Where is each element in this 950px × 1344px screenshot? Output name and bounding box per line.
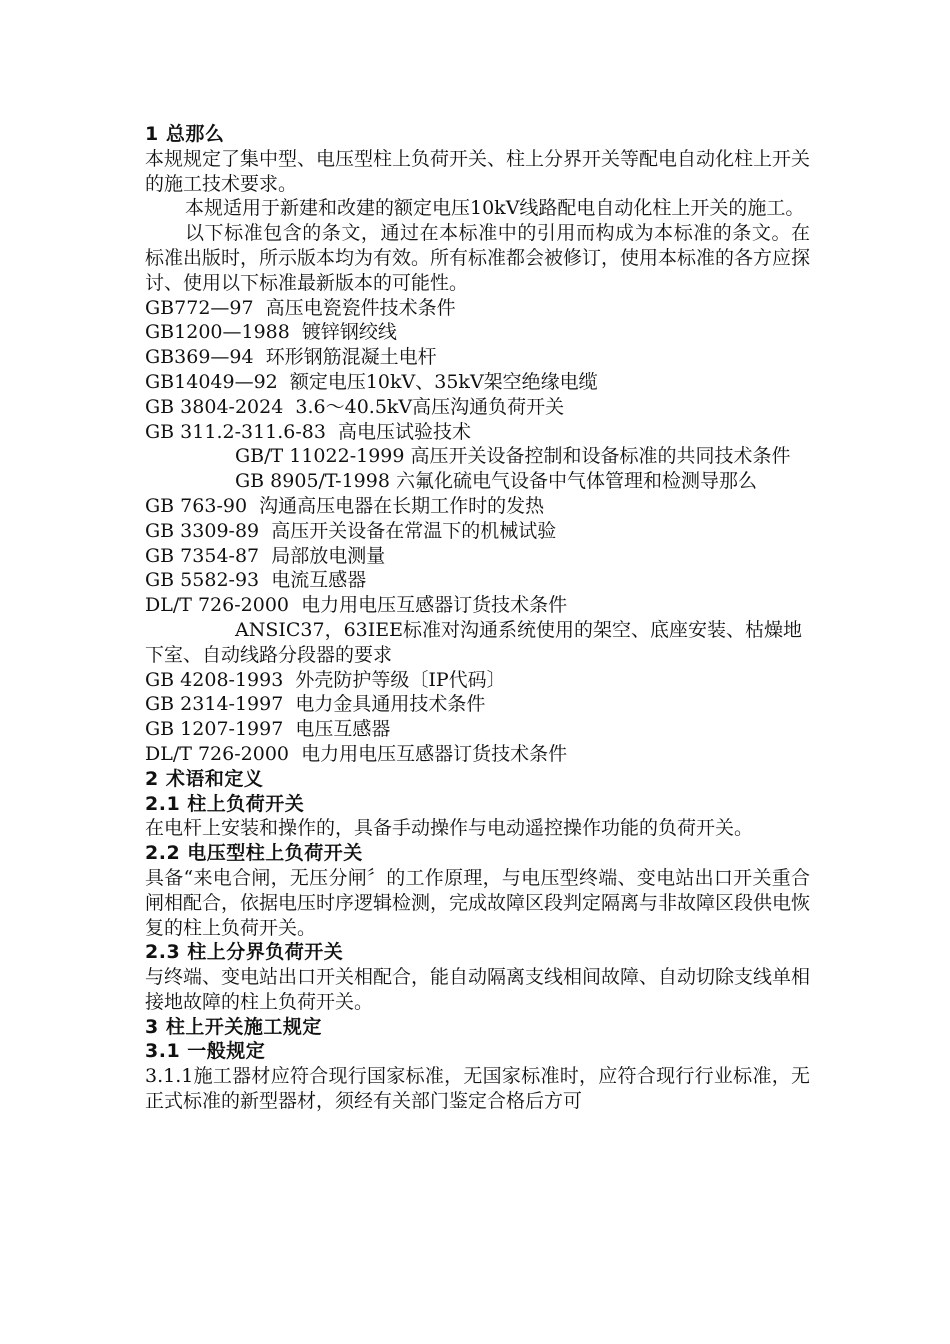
reference-item: GB1200—1988 镀锌钢绞线 bbox=[145, 321, 397, 344]
reference-item: GB/T 11022-1999 高压开关设备控制和设备标准的共同技术条件 bbox=[235, 445, 791, 468]
reference-item: DL/T 726-2000 电力用电压互感器订货技术条件 bbox=[145, 742, 568, 765]
reference-item: GB 1207-1997 电压互感器 bbox=[145, 718, 391, 741]
section-2-1-text: 在电杆上安装和操作的，具备手动操作与电动遥控操作功能的负荷开关。 bbox=[145, 817, 754, 840]
reference-item: GB 3804-2024 3.6～40.5kV高压沟通负荷开关 bbox=[145, 395, 565, 418]
section-2-3-heading: 2.3 柱上分界负荷开关 bbox=[145, 941, 344, 964]
section-2-2-heading: 2.2 电压型柱上负荷开关 bbox=[145, 842, 363, 865]
reference-item: GB 5582-93 电流互感器 bbox=[145, 569, 367, 592]
section-3-heading: 3 柱上开关施工规定 bbox=[145, 1015, 322, 1038]
reference-item: GB 763-90 沟通高压电器在长期工作时的发热 bbox=[145, 494, 545, 517]
reference-item: DL/T 726-2000 电力用电压互感器订货技术条件 bbox=[145, 594, 568, 617]
reference-item: GB772—97 高压电瓷瓷件技术条件 bbox=[145, 296, 456, 319]
reference-item: GB 4208-1993 外壳防护等级〔IP代码〕 bbox=[145, 668, 506, 691]
reference-item: GB369—94 环形钢筋混凝土电杆 bbox=[145, 346, 437, 369]
reference-item: GB 8905/T-1998 六氟化硫电气设备中气体管理和检测导那么 bbox=[235, 470, 757, 493]
section-1-paragraph-3: 以下标准包含的条文，通过在本标准中的引用而构成为本标准的条文。在标准出版时，所示版本均为有效。所有标准都会被修订，使用本标准的各方应探讨、使用以下标准最新版本的可能性。 bbox=[145, 222, 811, 294]
section-1-heading: 1 总那么 bbox=[145, 123, 225, 145]
reference-item: GB 311.2-311.6-83 高电压试验技术 bbox=[145, 420, 472, 443]
section-2-1-heading: 2.1 柱上负荷开关 bbox=[145, 792, 305, 815]
reference-item: GB 2314-1997 电力金具通用技术条件 bbox=[145, 693, 486, 716]
section-2-3-text: 与终端、变电站出口开关相配合，能自动隔离支线相间故障、自动切除支线单相接地故障的柱上负荷开关。 bbox=[145, 966, 811, 1013]
reference-item: GB 7354-87 局部放电测量 bbox=[145, 544, 386, 567]
document-page bbox=[145, 122, 810, 1114]
section-3-1-1-text: 3.1.1施工器材应符合现行国家标准，无国家标准时，应符合现行行业标准，无正式标准的新型器材，须经有关部门鉴定合格后方可 bbox=[145, 1065, 810, 1113]
reference-item: ANSIC37，63IEE标准对沟通系统使用的架空、底座安装、枯燥地下室、自动线路分段器的要求 bbox=[145, 618, 803, 666]
section-1-paragraph-2: 本规适用于新建和改建的额定电压10kV线路配电自动化柱上开关的施工。 bbox=[185, 197, 805, 220]
section-2-heading: 2 术语和定义 bbox=[145, 767, 264, 790]
reference-item: GB 3309-89 高压开关设备在常温下的机械试验 bbox=[145, 519, 557, 542]
section-2-2-text: 具备“来电合闸，无压分闸〞的工作原理，与电压型终端、变电站出口开关重合闸相配合，依据电压时序逻辑检测，完成故障区段判定隔离与非故障区段供电恢复的柱上负荷开关。 bbox=[145, 866, 811, 939]
section-3-1-heading: 3.1 一般规定 bbox=[145, 1040, 266, 1063]
reference-item: GB14049—92 额定电压10kV、35kV架空绝缘电缆 bbox=[145, 370, 598, 393]
section-1-paragraph-1: 本规规定了集中型、电压型柱上负荷开关、柱上分界开关等配电自动化柱上开关的施工技术要求。 bbox=[145, 147, 811, 195]
